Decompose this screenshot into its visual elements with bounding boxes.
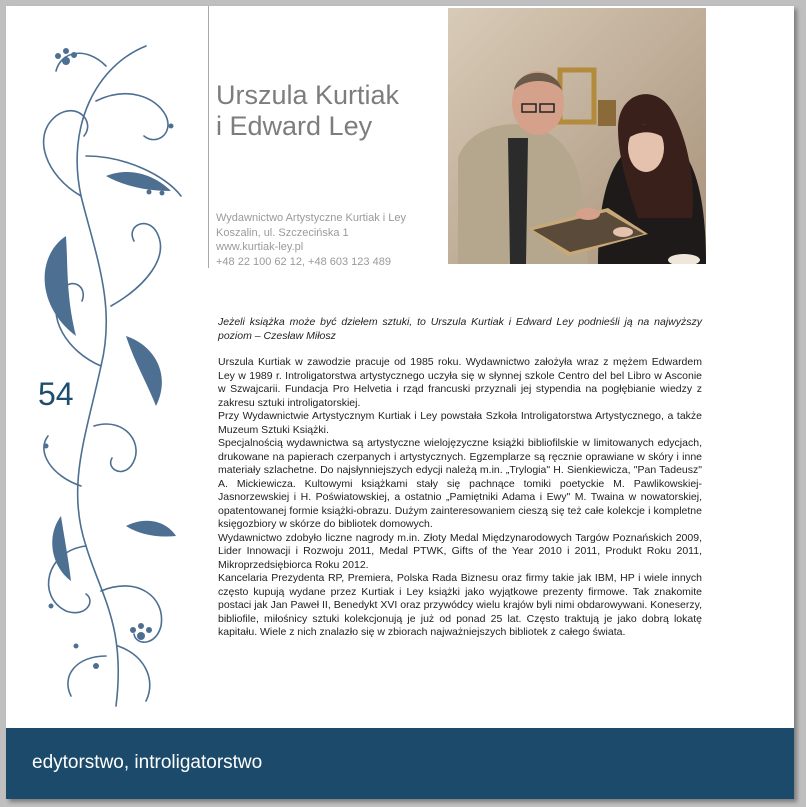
floral-swirl-ornament (6, 6, 206, 721)
paragraph-3: Specjalnością wydawnictwa są artystyczne wielojęzyczne książki bibliofilskie w limitowanych edycjach, drukowane na papierach czerpanych i artystycznych. Egzemplarze są ręcznie oprawiane w skóry i inne materiały szlachetne. Do najsłynniejszych edycji należą m.in. „Trylogia" H. Sienkiewicza, "Pan Tadeusz" A. Mickiewicza. Kultowymi książkami stały się pachnące tomiki poetyckie M. Pawlikowskiej-Jasnorzewskiej i H. Poświatowskiej, a ostatnio „Pamiętniki Adama i Ewy" M. Twaina w nowatorskiej, opatentowanej formie książki-obrazu. Dużym zainteresowaniem cieszą się też całe kolekcje i kompletne księgozbiory w skórze do bibliotek domowych. (218, 437, 702, 530)
paragraph-4: Wydawnictwo zdobyło liczne nagrody m.in. Złoty Medal Międzynarodowych Targów Poznańskich 2009, Lider Innowacji i Rozwoju 2011, Medal PTWK, Gifts of the Year 2010 i 2011, Produkt Roku 2011, Mikroprzedsiębiorca Roku 2012. (218, 531, 702, 571)
contact-info (216, 211, 406, 269)
address: Koszalin, ul. Szczecińska 1 (216, 226, 349, 239)
phone-numbers: +48 22 100 62 12, +48 603 123 489 (216, 255, 391, 268)
portrait-photo-couple-reading-book (448, 8, 706, 264)
footer-label: edytorstwo, introligatorstwo (32, 752, 263, 773)
paragraph-2: Przy Wydawnictwie Artystycznym Kurtiak i Ley powstała Szkoła Introligatorstwa Artystycznego, a także Muzeum Sztuki Książki. (218, 410, 702, 436)
page-number: 54 (38, 376, 74, 412)
page (6, 6, 794, 799)
website: www.kurtiak-ley.pl (216, 241, 304, 253)
footer-band (6, 728, 794, 799)
title-block (208, 6, 445, 268)
company-name: Wydawnictwo Artystyczne Kurtiak i Ley (216, 212, 407, 224)
title-line-2: i Edward Ley (216, 111, 373, 141)
title-line-1: Urszula Kurtiak (216, 80, 400, 110)
paragraph-1: Urszula Kurtiak w zawodzie pracuje od 1985 roku. Wydawnictwo założyła wraz z mężem Edwardem Ley w 1989 r. Introligatorstwa artystycznego uczyła się w słynnej szkole Centro del bel Libro w Asconie w Szwajcarii. Fundacja Pro Helvetia i rząd francuski przyznali jej stypendia na pogłębianie wiedzy z zakresu sztuki introligatorskiej. (218, 356, 702, 409)
quote: Jeżeli książka może być dziełem sztuki, to Urszula Kurtiak i Edward Ley podnieśli ją na najwyższy poziom – Czesław Miłosz (218, 316, 702, 342)
article-body (218, 316, 702, 640)
paragraph-5: Kancelaria Prezydenta RP, Premiera, Polska Rada Biznesu oraz firmy takie jak IBM, HP i wiele innych często kupują wydane przez Kurtiak i Ley książki jako wyjątkowe prezenty firmowe. Tak znakomite postaci jak Jan Paweł II, Benedykt XVI oraz przywódcy wielu krajów byli nimi obdarowywani. Koneserzy, bibliofile, miłośnicy sztuki kolekcjonują je już od ponad 25 lat. Często traktują je jako dobrą lokatę kapitału. Wiele z nich znalazło się w zbiorach najważniejszych bibliotek z całego świata. (218, 572, 702, 638)
page-title (216, 80, 399, 142)
